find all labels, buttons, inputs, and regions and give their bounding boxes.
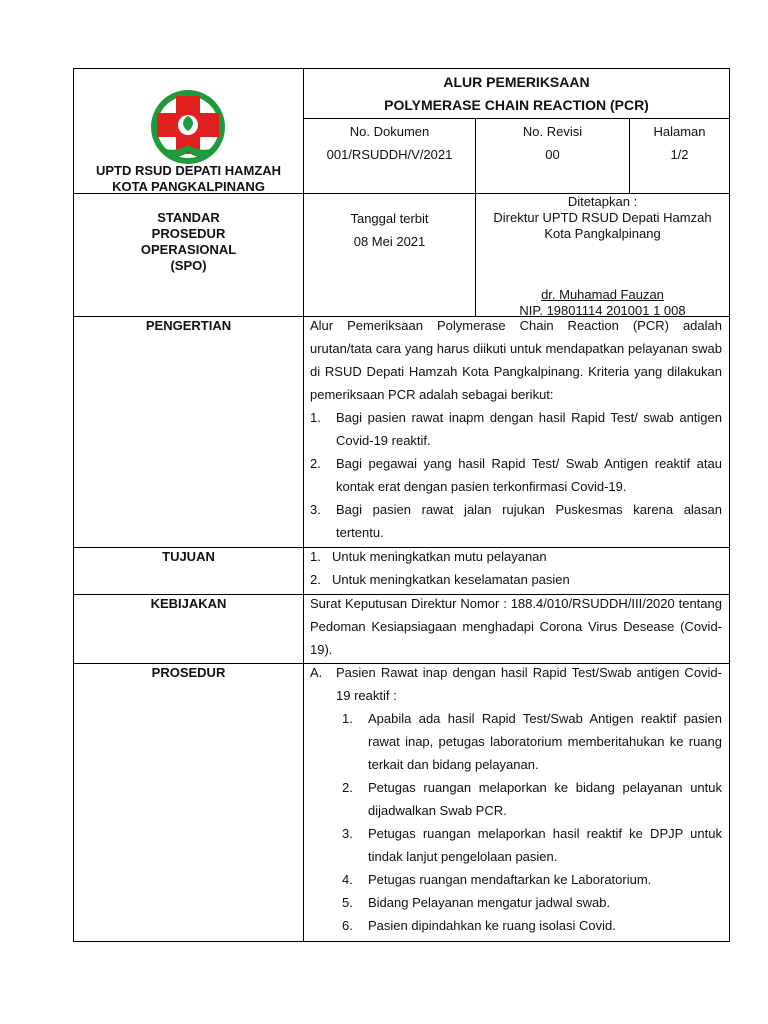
list-item	[310, 568, 722, 591]
procedure-step-number: 2.	[342, 780, 353, 795]
procedure-step-number: 1.	[342, 711, 353, 726]
page-label: Halaman	[653, 124, 706, 139]
spo-line4: (SPO)	[170, 258, 207, 273]
approval-director-line1: Direktur UPTD RSUD Depati Hamzah	[493, 210, 712, 225]
issue-date-value: 08 Mei 2021	[353, 234, 426, 249]
doc-number-value: 001/RSUDDH/V/2021	[326, 147, 453, 162]
spo-line2: PROSEDUR	[151, 226, 226, 241]
page-value: 1/2	[670, 147, 689, 162]
spo-label	[74, 210, 303, 274]
list-item-text: Bagi pegawai yang hasil Rapid Test/ Swab Antigen reaktif atau kontak erat dengan pasien terkonfirmasi Covid-19.	[336, 456, 722, 494]
hospital-name-line2: KOTA PANGKALPINANG	[112, 179, 265, 194]
list-item	[310, 406, 722, 452]
doc-number-label: No. Dokumen	[349, 124, 430, 139]
section-body-prosedur	[310, 661, 722, 937]
list-item	[310, 452, 722, 498]
red-cross-hands-leaf-logo-icon	[146, 89, 230, 165]
approval-director-line2: Kota Pangkalpinang	[544, 226, 661, 241]
list-item-text: Untuk meningkatkan mutu pelayanan	[332, 549, 547, 564]
revision-value: 00	[545, 147, 560, 162]
document-title-line2: POLYMERASE CHAIN REACTION (PCR)	[384, 97, 649, 113]
procedure-step-number: 6.	[342, 918, 353, 933]
revision-cell	[476, 120, 629, 166]
divider-title-bottom	[303, 118, 729, 119]
list-item-number: 1.	[310, 410, 321, 425]
section-label-prosedur: PROSEDUR	[151, 665, 226, 680]
section-label-pengertian: PENGERTIAN	[145, 318, 232, 333]
procedure-section-a	[310, 661, 722, 707]
procedure-step	[310, 822, 722, 868]
procedure-step-number: 5.	[342, 895, 353, 910]
approval-ditetapkan: Ditetapkan :	[567, 194, 638, 209]
list-item-number: 2.	[310, 456, 321, 471]
spo-line1: STANDAR	[157, 210, 220, 225]
spo-line3: OPERASIONAL	[140, 242, 237, 257]
procedure-step-text: Bidang Pelayanan mengatur jadwal swab.	[368, 895, 611, 910]
hospital-logo	[146, 89, 230, 165]
section-body-tujuan	[310, 545, 722, 591]
procedure-step	[310, 891, 722, 914]
list-item-text: Bagi pasien rawat jalan rujukan Puskesmas karena alasan tertentu.	[336, 502, 722, 540]
list-item	[310, 545, 722, 568]
revision-label: No. Revisi	[522, 124, 583, 139]
list-item-number: 3.	[310, 502, 321, 517]
signer-name: dr. Muhamad Fauzan	[541, 287, 664, 302]
procedure-step-text: Pasien dipindahkan ke ruang isolasi Covid.	[368, 918, 616, 933]
signer-nip: NIP. 19801114 201001 1 008	[519, 303, 686, 318]
procedure-step	[310, 868, 722, 891]
procedure-step-text: Apabila ada hasil Rapid Test/Swab Antigen reaktif pasien rawat inap, petugas laboratorium memberitahukan ke ruang terkait dan bidang pelayanan.	[368, 711, 722, 772]
divider-vertical-main	[303, 69, 304, 941]
procedure-step-text: Petugas ruangan melaporkan ke bidang pelayanan untuk dijadwalkan Swab PCR.	[368, 780, 722, 818]
list-item-text: Bagi pasien rawat inapm dengan hasil Rapid Test/ swab antigen Covid-19 reaktif.	[336, 410, 722, 448]
list-item-number: 1.	[310, 549, 321, 564]
procedure-step	[310, 914, 722, 937]
section-label-tujuan: TUJUAN	[162, 549, 215, 564]
document-title-line1: ALUR PEMERIKSAAN	[443, 74, 590, 90]
procedure-step	[310, 776, 722, 822]
issue-date-cell	[304, 207, 475, 253]
procedure-step-number: 4.	[342, 872, 353, 887]
procedure-step	[310, 707, 722, 776]
issue-date-label: Tanggal terbit	[350, 211, 429, 226]
doc-number-cell	[304, 120, 475, 166]
approval-cell	[476, 194, 729, 242]
hospital-name-line1: UPTD RSUD DEPATI HAMZAH	[95, 163, 282, 178]
section-body-pengertian	[310, 314, 722, 544]
list-item-number: 2.	[310, 572, 321, 587]
procedure-step-number: 3.	[342, 826, 353, 841]
document-title	[304, 71, 729, 117]
procedure-step-text: Petugas ruangan mendaftarkan ke Laboratorium.	[368, 872, 652, 887]
page-cell	[630, 120, 729, 166]
section-body-kebijakan: Surat Keputusan Direktur Nomor : 188.4/010/RSUDDH/III/2020 tentang Pedoman Kesiapsiagaan menghadapi Corona Virus Desease (Covid-19).	[310, 596, 722, 657]
procedure-section-text: Pasien Rawat inap dengan hasil Rapid Test/Swab antigen Covid-19 reaktif :	[336, 665, 722, 703]
section-label-kebijakan: KEBIJAKAN	[150, 596, 227, 611]
list-item	[310, 498, 722, 544]
hospital-name	[74, 163, 303, 195]
list-item-text: Untuk meningkatkan keselamatan pasien	[332, 572, 570, 587]
procedure-section-letter: A.	[310, 665, 323, 680]
pengertian-intro: Alur Pemeriksaan Polymerase Chain Reaction (PCR) adalah urutan/tata cara yang harus diikuti untuk mendapatkan pelayanan swab di RSUD Depati Hamzah Kota Pangkalpinang. Kriteria yang dilakukan pemeriksaan PCR adalah sebagai berikut:	[310, 318, 722, 402]
procedure-step-text: Petugas ruangan melaporkan hasil reaktif ke DPJP untuk tindak lanjut pengelolaan pasien.	[368, 826, 722, 864]
spo-document-table	[73, 68, 730, 942]
